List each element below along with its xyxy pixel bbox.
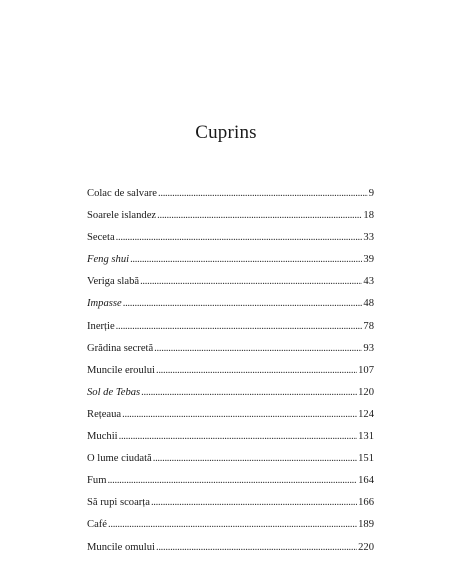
toc-entry-title: Rețeaua xyxy=(87,408,122,420)
toc-dot-leader xyxy=(151,497,357,508)
toc-dot-leader xyxy=(123,298,363,309)
toc-entry xyxy=(87,298,374,320)
toc-entry-page-number: 18 xyxy=(363,210,374,222)
toc-entry xyxy=(87,409,374,431)
toc-entry xyxy=(87,365,374,387)
toc-dot-leader xyxy=(116,232,363,243)
toc-entry-title: Café xyxy=(87,519,107,531)
toc-entry xyxy=(87,497,374,519)
toc-dot-leader xyxy=(107,475,357,486)
toc-entry xyxy=(87,453,374,475)
toc-dot-leader xyxy=(130,254,362,265)
toc-dot-leader xyxy=(158,188,368,199)
toc-entry xyxy=(87,276,374,298)
toc-dot-leader xyxy=(122,409,357,420)
toc-entry-title: O lume ciudată xyxy=(87,453,152,465)
toc-entry-page-number: 78 xyxy=(363,320,374,332)
toc-entry xyxy=(87,542,374,564)
toc-entry-title: Să rupi scoarța xyxy=(87,497,150,509)
toc-entry-title: Muncile omului xyxy=(87,541,155,553)
toc-entry-title: Soarele islandez xyxy=(87,210,157,222)
toc-entry-title: Feng shui xyxy=(87,254,130,266)
toc-dot-leader xyxy=(156,542,357,553)
toc-dot-leader xyxy=(157,210,362,221)
toc-entry xyxy=(87,387,374,409)
toc-entry-title: Inerție xyxy=(87,320,115,332)
toc-entry-page-number: 93 xyxy=(363,342,374,354)
toc-entry-page-number: 9 xyxy=(368,188,374,199)
toc-dot-leader xyxy=(108,519,357,530)
toc-entry-page-number: 48 xyxy=(363,298,374,310)
toc-entry-page-number: 33 xyxy=(363,232,374,244)
toc-entry xyxy=(87,210,374,232)
toc-entry-title: Grădina secretă xyxy=(87,342,154,354)
toc-entry xyxy=(87,343,374,365)
toc-entry-title: Colac de salvare xyxy=(87,188,158,199)
toc-entry xyxy=(87,232,374,254)
toc-entry-title: Veriga slabă xyxy=(87,276,140,288)
page-title: Cuprins xyxy=(195,122,257,143)
toc-entry xyxy=(87,519,374,541)
toc-entry-page-number: 39 xyxy=(363,254,374,266)
toc-dot-leader xyxy=(116,321,363,332)
toc-dot-leader xyxy=(154,343,362,354)
toc-entry-page-number: 120 xyxy=(358,386,374,398)
toc-entry-page-number: 164 xyxy=(358,475,374,487)
toc-entry xyxy=(87,321,374,343)
toc-entry-title: Impasse xyxy=(87,298,122,310)
toc-entry-page-number: 124 xyxy=(358,408,374,420)
toc-entry-title: Seceta xyxy=(87,232,115,244)
toc-entry-page-number: 189 xyxy=(358,519,374,531)
toc-entry-title: Sol de Tebas xyxy=(87,386,141,398)
toc-entry-title: Muncile eroului xyxy=(87,364,155,376)
toc-entry-title: Muchii xyxy=(87,431,118,443)
toc-entry-page-number: 166 xyxy=(358,497,374,509)
toc-entry xyxy=(87,475,374,497)
toc-entry-page-number: 220 xyxy=(358,541,374,553)
toc-entry xyxy=(87,254,374,276)
toc-entry-page-number: 151 xyxy=(358,453,374,465)
toc-dot-leader xyxy=(140,276,362,287)
toc-dot-leader xyxy=(156,365,357,376)
toc-entry xyxy=(87,188,374,210)
toc-entry-page-number: 43 xyxy=(363,276,374,288)
toc-dot-leader xyxy=(119,431,358,442)
toc-entry-page-number: 131 xyxy=(358,431,374,443)
toc-entry-page-number: 107 xyxy=(358,364,374,376)
toc-dot-leader xyxy=(153,453,357,464)
toc-entry-title: Fum xyxy=(87,475,107,487)
toc-dot-leader xyxy=(141,387,357,398)
table-of-contents xyxy=(87,188,374,564)
toc-entry xyxy=(87,431,374,453)
